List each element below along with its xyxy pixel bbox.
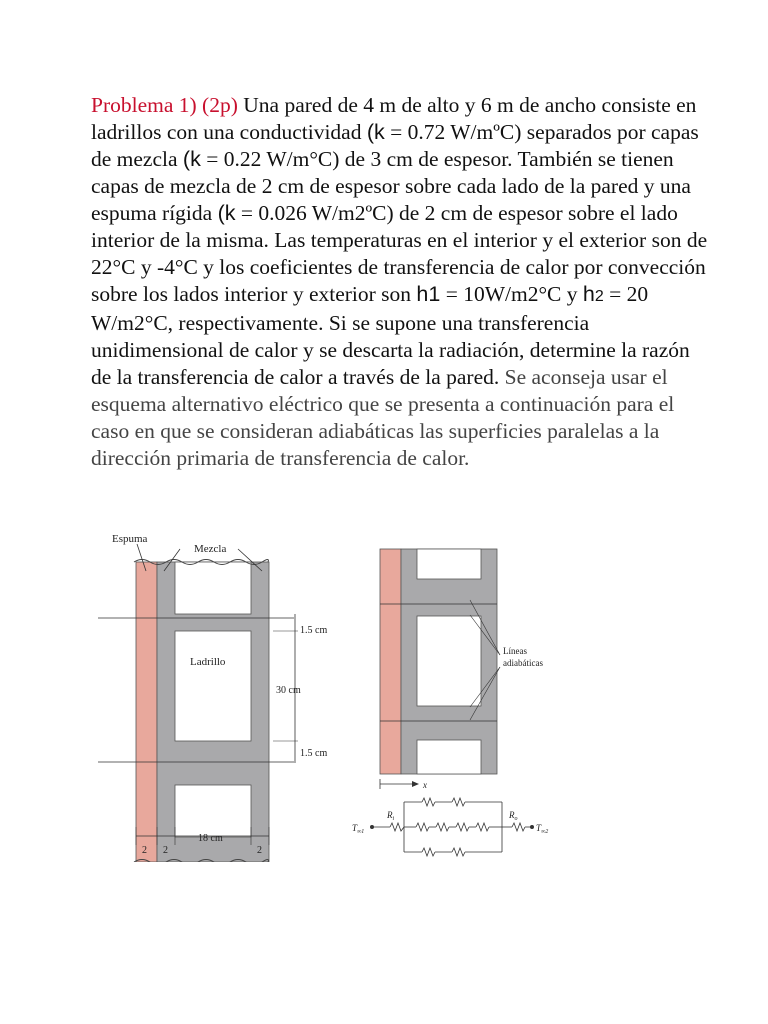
problem-title: Problema 1) (2p) <box>91 93 238 117</box>
problem-text-1: Una pared de 4 m de alto y 6 m de ancho consiste en ladrillos con una conductividad <box>91 93 697 144</box>
problem-hint: Se aconseja usar el esquema alternativo eléctrico que se presenta a continuación para el caso en que se consideran adiabáticas las superficies paralelas a la dirección primaria de transferencia de calor. <box>91 365 675 470</box>
label-espuma: Espuma <box>112 533 148 545</box>
dim-mid: 30 cm <box>276 685 301 696</box>
label-ro: $R_o$ <box>509 810 518 822</box>
label-tinf2: $T_{\infty 2}$ <box>536 823 549 835</box>
dim-d: 2 <box>257 845 262 856</box>
k-symbol-2: (k <box>182 147 201 171</box>
ladrillo-main <box>175 631 251 741</box>
h1-symbol: h1 <box>416 282 441 306</box>
dim-c: 18 cm <box>198 833 223 844</box>
label-lineas: Líneas <box>503 646 527 656</box>
label-x: x <box>423 780 427 790</box>
problem-text-6: = 20 W/m2°C, respectivamente. Si se supone una transferencia unidimensional de calor y se descarta la radiación, determine la razón de la transferencia de calor a través de la pared. <box>91 282 690 389</box>
ladrillo-bottom <box>175 785 251 837</box>
problem-statement <box>91 92 711 472</box>
dim-bot: 1.5 cm <box>300 748 328 759</box>
problem-text-5: = 10W/m2°C y <box>440 282 583 306</box>
problem-text-2: = 0.72 W/mºC) separados por capas de mezcla <box>91 120 699 171</box>
h2-symbol: h2 <box>582 282 604 306</box>
ladrillo-top <box>175 562 251 614</box>
dim-top: 1.5 cm <box>300 625 328 636</box>
label-mezcla: Mezcla <box>194 543 227 555</box>
label-tinf1: $T_{\infty 1}$ <box>352 823 365 835</box>
label-ri: $R_i$ <box>387 810 395 822</box>
wall-cross-section <box>98 544 298 867</box>
k-symbol-1: (k <box>366 120 385 144</box>
problem-text-4: = 0.026 W/m2ºC) de 2 cm de espesor sobre el lado interior de la misma. Las temperaturas en el interior y el exterior son de 22°C y -4°C y los coeficientes de transferencia de calor por convección sobre los lados interior y exterior son <box>91 201 708 306</box>
wall-figure <box>90 527 560 867</box>
dim-a: 2 <box>142 845 147 856</box>
label-ladrillo: Ladrillo <box>190 656 226 668</box>
problem-text-3: = 0.22 W/m°C) de 3 cm de espesor. También se tienen capas de mezcla de 2 cm de espesor sobre cada lado de la pared y una espuma rígida <box>91 147 691 225</box>
resistor-network <box>372 798 532 856</box>
espuma-layer-right <box>380 549 401 774</box>
espuma-layer <box>136 562 157 862</box>
dim-b: 2 <box>163 845 168 856</box>
label-adiabaticas: adiabáticas <box>503 658 543 668</box>
k-symbol-3: (k <box>217 201 236 225</box>
